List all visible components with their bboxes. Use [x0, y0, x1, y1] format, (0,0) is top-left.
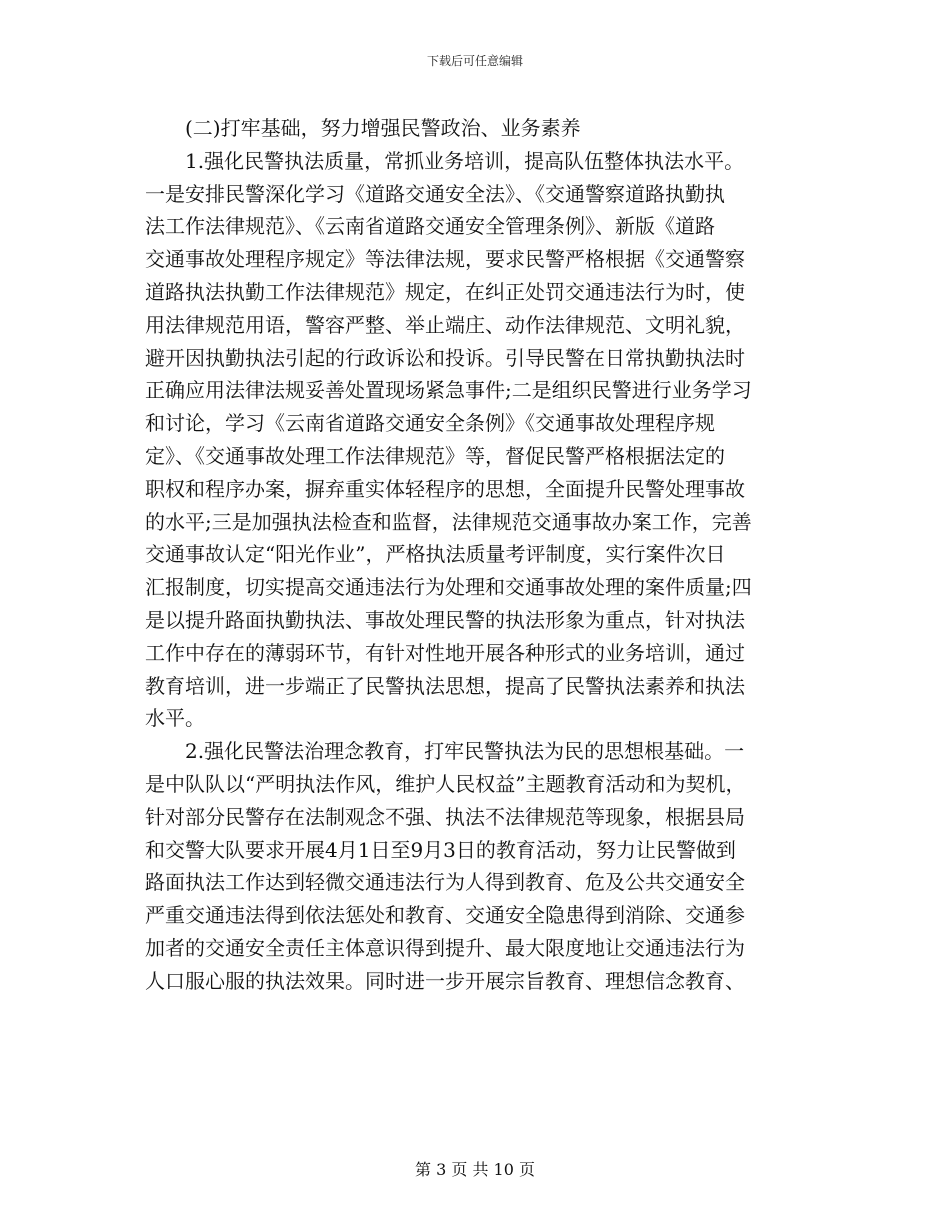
paragraph-line: 是以提升路面执勤执法、事故处理民警的执法形象为重点，针对执法	[145, 607, 745, 632]
document-body	[145, 112, 800, 998]
paragraph-line: 用法律规范用语，警容严整、举止端庄、动作法律规范、文明礼貌，	[145, 312, 745, 337]
paragraph-line: 1.强化民警执法质量，常抓业务培训，提高队伍整体执法水平。	[185, 148, 745, 173]
paragraph-line: 避开因执勤执法引起的行政诉讼和投诉。引导民警在日常执勤执法时	[145, 345, 745, 370]
paragraph-line: 职权和程序办案，摒弃重实体轻程序的思想，全面提升民警处理事故	[145, 476, 745, 501]
paragraph-line: 加者的交通安全责任主体意识得到提升、最大限度地让交通违法行为	[145, 935, 745, 960]
paragraph-line: 严重交通违法得到依法惩处和教育、交通安全隐患得到消除、交通参	[145, 903, 745, 928]
paragraph-line: 汇报制度，切实提高交通违法行为处理和交通事故处理的案件质量;四	[145, 575, 752, 600]
paragraph-line: 的水平;三是加强执法检查和监督，法律规范交通事故办案工作，完善	[145, 509, 752, 534]
paragraph-line: 道路执法执勤工作法律规范》规定，在纠正处罚交通违法行为时，使	[145, 279, 745, 304]
paragraph-line: 和讨论，学习《云南省道路交通安全条例》《交通事故处理程序规	[145, 411, 715, 436]
header-text: 下载后可任意编辑	[426, 54, 523, 68]
paragraph-line: 路面执法工作达到轻微交通违法行为人得到教育、危及公共交通安全	[145, 870, 745, 895]
paragraph-line: 交通事故处理程序规定》等法律法规，要求民警严格根据《交通警察	[145, 247, 745, 272]
paragraph-line: 定》、《交通事故处理工作法律规范》等，督促民警严格根据法定的	[145, 443, 725, 468]
page-header	[0, 52, 950, 69]
paragraph-list	[145, 145, 800, 998]
paragraph-line: 交通事故认定“阳光作业”，严格执法质量考评制度，实行案件次日	[145, 542, 726, 567]
paragraph-line: 和交警大队要求开展4月1日至9月3日的教育活动，努力让民警做到	[145, 837, 736, 862]
section-heading: (二)打牢基础，努力增强民警政治、业务素养	[185, 116, 581, 140]
paragraph-line: 2.强化民警法治理念教育，打牢民警执法为民的思想根基础。一	[185, 739, 745, 764]
paragraph-line: 一是安排民警深化学习《道路交通安全法》、《交通警察道路执勤执	[145, 181, 725, 206]
paragraph-line: 针对部分民警存在法制观念不强、执法不法律规范等现象，根据县局	[145, 804, 745, 829]
paragraph-line: 教育培训，进一步端正了民警执法思想，提高了民警执法素养和执法	[145, 673, 745, 698]
paragraph-line: 正确应用法律法规妥善处置现场紧急事件;二是组织民警进行业务学习	[145, 378, 752, 403]
paragraph-line: 法工作法律规范》、《云南省道路交通安全管理条例》、新版《道路	[145, 214, 715, 239]
page-number-text: 第 3 页 共 10 页	[415, 1160, 535, 1179]
page-footer	[0, 1157, 950, 1180]
paragraph-line: 是中队队以“严明执法作风，维护人民权益”主题教育活动和为契机，	[145, 771, 746, 796]
paragraph-line: 人口服心服的执法效果。同时进一步开展宗旨教育、理想信念教育、	[145, 968, 745, 993]
paragraph-line: 水平。	[145, 706, 205, 731]
paragraph-line: 工作中存在的薄弱环节，有针对性地开展各种形式的业务培训，通过	[145, 640, 745, 665]
